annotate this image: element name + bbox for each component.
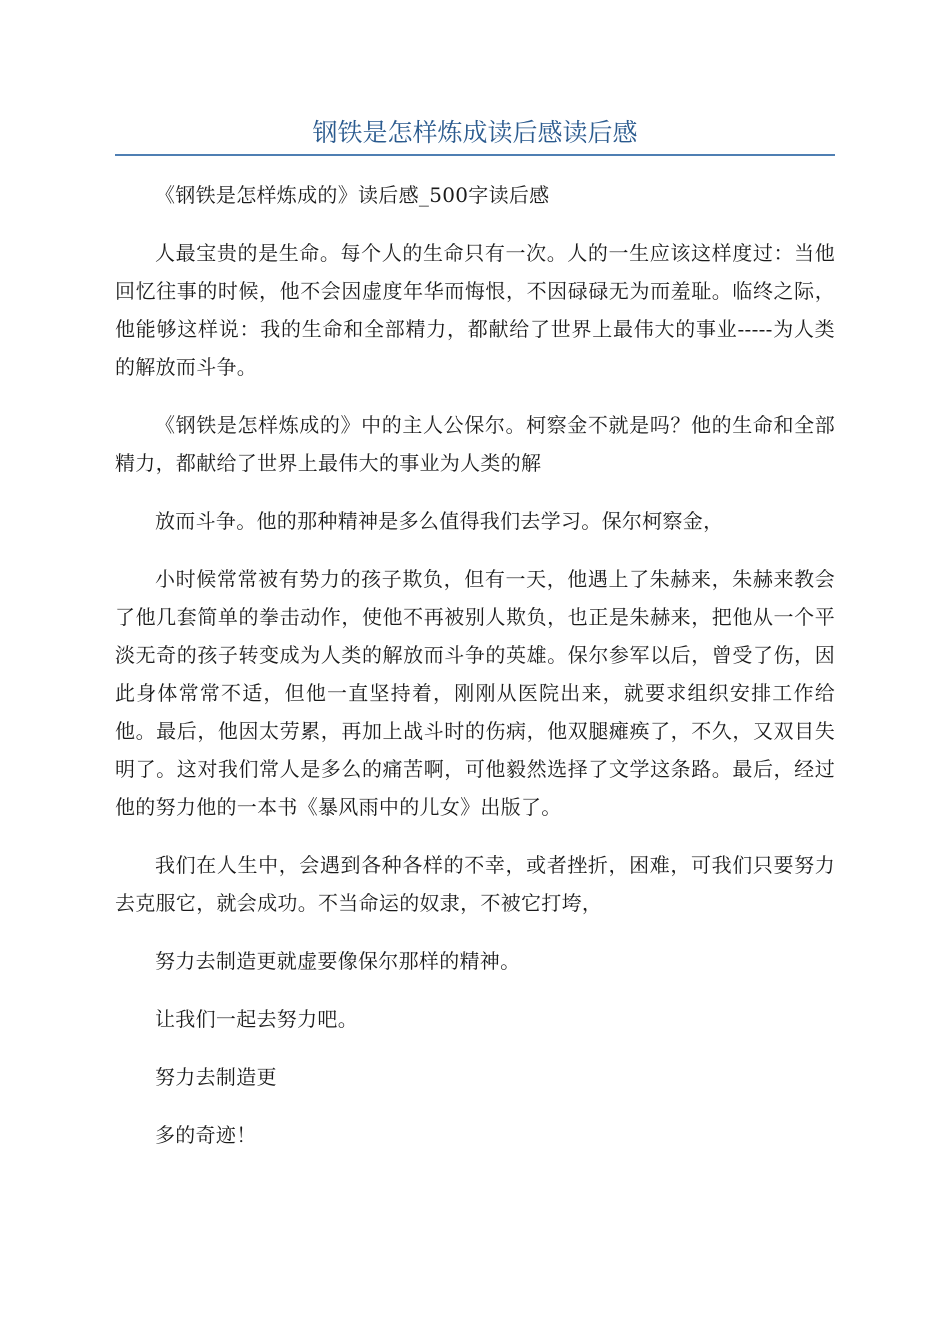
title-underline xyxy=(115,154,835,156)
paragraph-story: 小时候常常被有势力的孩子欺负，但有一天，他遇上了朱赫来，朱赫来教会了他几套简单的拳击动作，使他不再被别人欺负，也正是朱赫来，把他从一个平淡无奇的孩子转变成为人类的解放而斗争的英雄。保尔参军以后，曾受了伤，因此身体常常不适，但他一直坚持着，刚刚从医院出来，就要求组织安排工作给他。最后，他因太劳累，再加上战斗时的伤病，他双腿瘫痪了，不久，又双目失明了。这对我们常人是多么的痛苦啊，可他毅然选择了文学这条路。最后，经过他的努力他的一本书《暴风雨中的儿女》出版了。 xyxy=(115,567,835,819)
paragraph-spirit: 放而斗争。他的那种精神是多么值得我们去学习。保尔柯察金， xyxy=(155,509,724,533)
paragraph-together: 让我们一起去努力吧。 xyxy=(155,1007,358,1031)
paragraph-create: 努力去制造更 xyxy=(155,1065,277,1089)
paragraph-subtitle: 《钢铁是怎样炼成的》读后感_500字读后感 xyxy=(155,183,550,207)
paragraph-effort: 努力去制造更就虚要像保尔那样的精神。 xyxy=(155,949,521,973)
paragraph-protagonist: 《钢铁是怎样炼成的》中的主人公保尔。柯察金不就是吗？他的生命和全部精力，都献给了世界上最伟大的事业为人类的解 xyxy=(115,413,835,475)
paragraph-intro: 人最宝贵的是生命。每个人的生命只有一次。人的一生应该这样度过：当他回忆往事的时候，他不会因虚度年华而悔恨，不因碌碌无为而羞耻。临终之际，他能够这样说：我的生命和全部精力，都献给了世界上最伟大的事业-----为人类的解放而斗争。 xyxy=(115,241,835,379)
document-title: 钢铁是怎样炼成读后感读后感 xyxy=(312,118,638,147)
paragraph-miracle: 多的奇迹！ xyxy=(155,1123,257,1147)
document-body xyxy=(115,176,835,1174)
paragraph-lesson: 我们在人生中，会遇到各种各样的不幸，或者挫折，困难，可我们只要努力去克服它，就会成功。不当命运的奴隶，不被它打垮， xyxy=(115,853,835,915)
